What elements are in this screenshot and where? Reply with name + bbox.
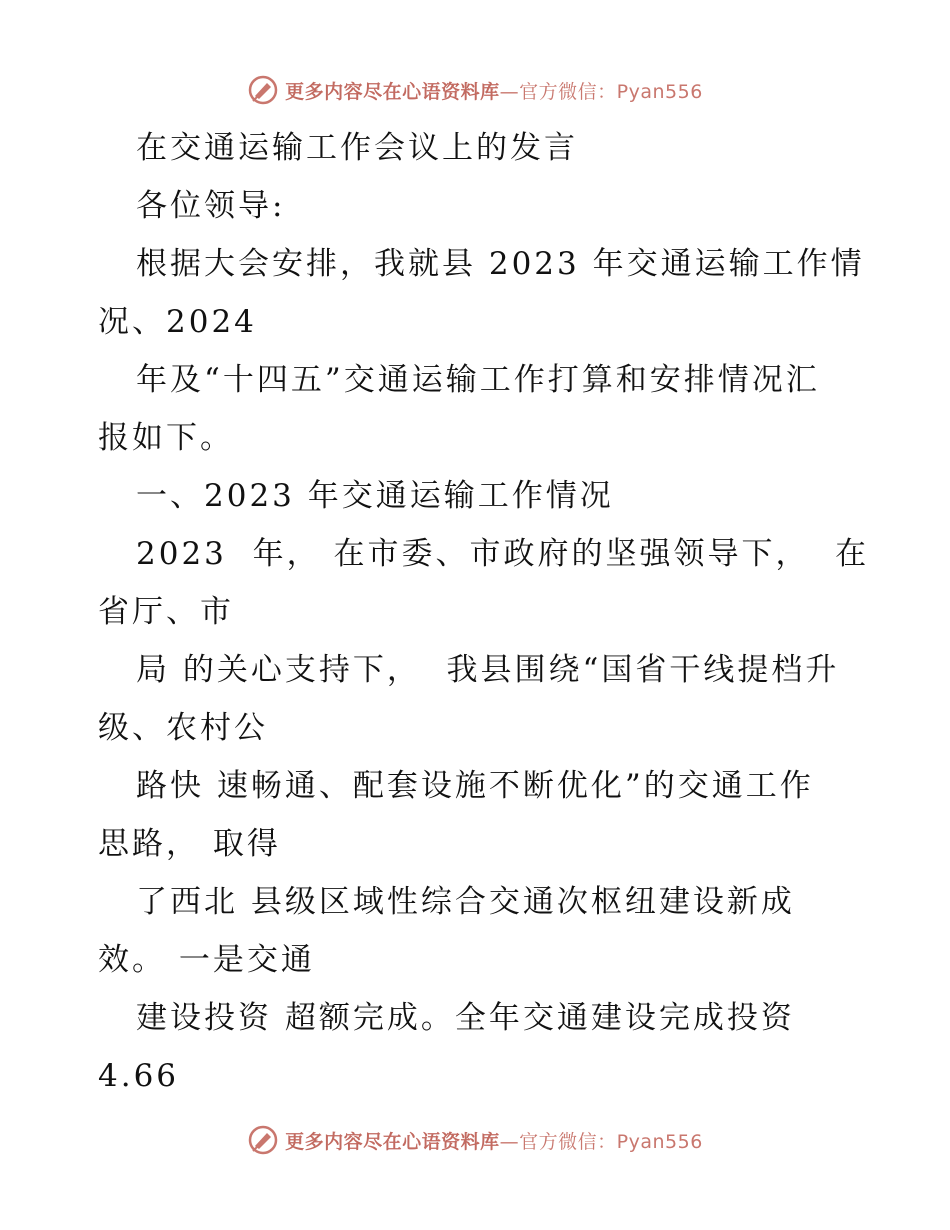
watermark-text bbox=[285, 77, 703, 104]
logo-icon bbox=[247, 74, 279, 106]
watermark-brand: 更多内容尽在心语资料库 bbox=[285, 1130, 500, 1153]
paragraph-line: 思路， 取得 bbox=[98, 826, 281, 862]
paragraph-line: 了西北 县级区域性综合交通次枢纽建设新成 bbox=[136, 884, 795, 920]
paragraph-line: 年及“十四五”交通运输工作打算和安排情况汇 bbox=[136, 362, 820, 398]
watermark-header bbox=[0, 70, 950, 110]
paragraph-line: 2023 年， 在市委、市政府的坚强领导下， 在 bbox=[136, 536, 870, 572]
watermark-footer bbox=[0, 1120, 950, 1160]
paragraph-line: 效。 一是交通 bbox=[98, 942, 315, 978]
paragraph-line: 局 的关心支持下， 我县围绕“国省干线提档升 bbox=[136, 652, 840, 688]
document-title: 在交通运输工作会议上的发言 bbox=[136, 130, 578, 166]
watermark-brand: 更多内容尽在心语资料库 bbox=[285, 80, 500, 103]
salutation: 各位领导: bbox=[136, 188, 286, 224]
section-heading: 一、2023 年交通运输工作情况 bbox=[136, 478, 614, 514]
watermark-suffix: —官方微信：Pyan556 bbox=[499, 1130, 703, 1153]
paragraph-line: 路快 速畅通、配套设施不断优化”的交通工作 bbox=[136, 768, 814, 804]
paragraph-line: 根据大会安排，我就县 2023 年交通运输工作情 bbox=[136, 246, 865, 282]
paragraph-line: 省厅、市 bbox=[98, 594, 234, 630]
paragraph-line: 4.66 bbox=[98, 1058, 180, 1094]
paragraph-line: 级、农村公 bbox=[98, 710, 268, 746]
watermark-suffix: —官方微信：Pyan556 bbox=[499, 80, 703, 103]
watermark-text bbox=[285, 1127, 703, 1154]
paragraph-line: 报如下。 bbox=[98, 420, 234, 456]
paragraph-line: 建设投资 超额完成。全年交通建设完成投资 bbox=[136, 1000, 795, 1036]
logo-icon bbox=[247, 1124, 279, 1156]
paragraph-line: 况、2024 bbox=[98, 304, 257, 340]
